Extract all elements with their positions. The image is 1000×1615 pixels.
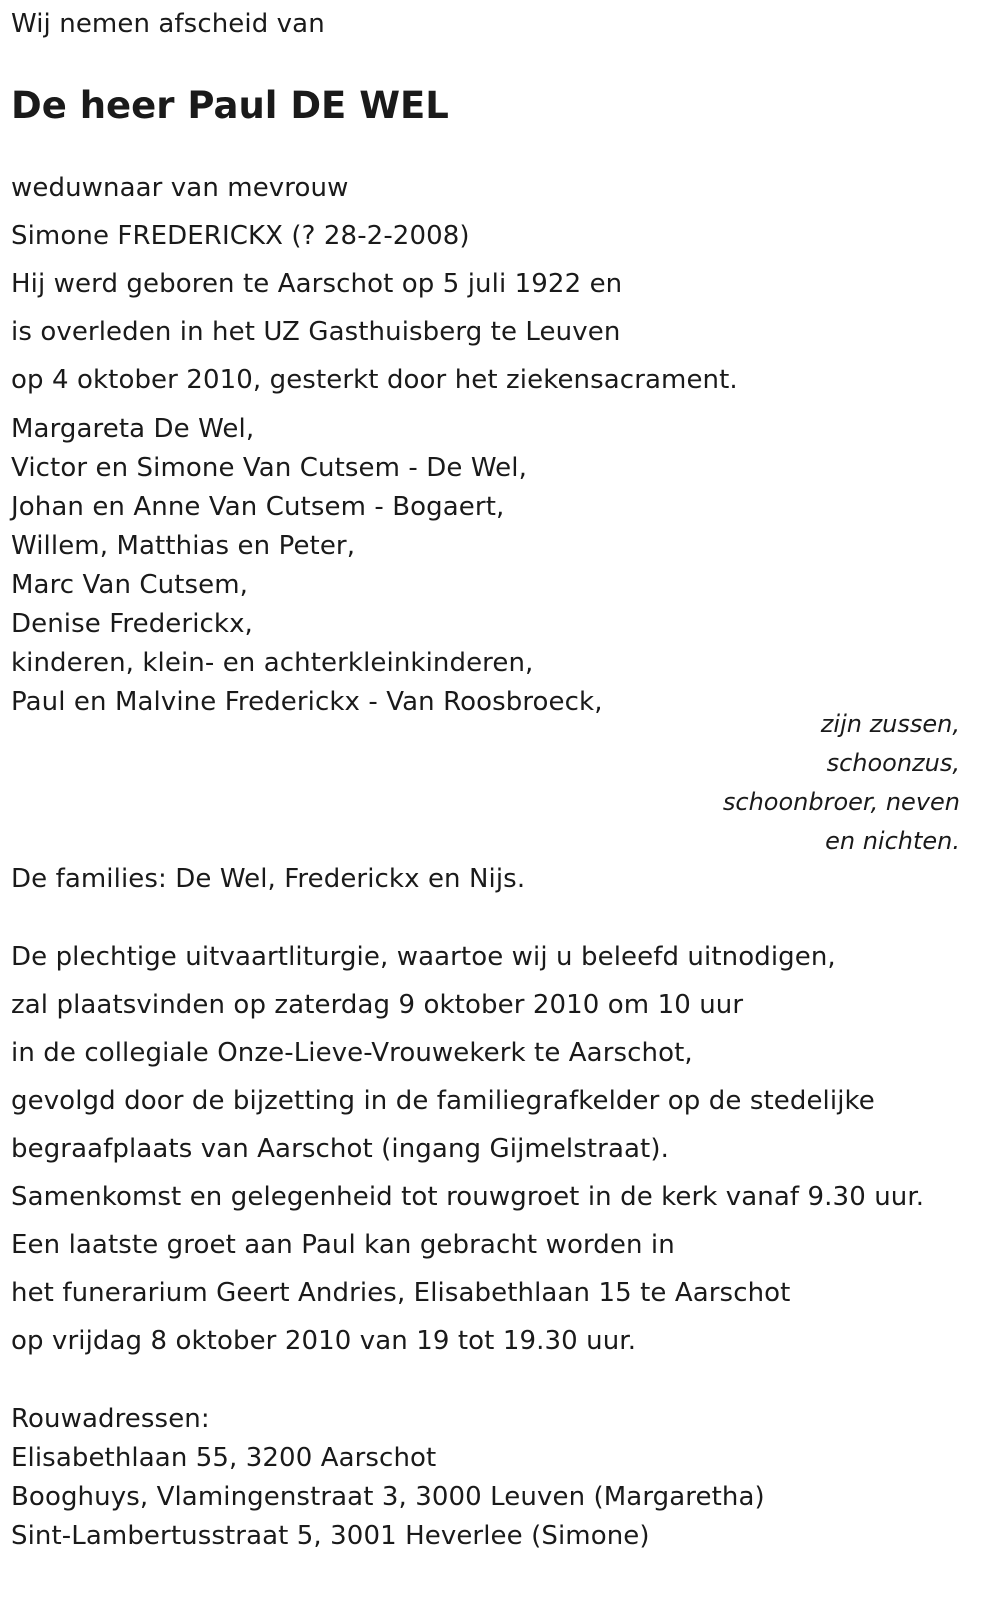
ceremony-line: Samenkomst en gelegenheid tot rouwgroet in de kerk vanaf 9.30 uur. xyxy=(11,1182,925,1212)
mourner-line: Denise Frederickx, xyxy=(11,609,253,639)
relation-line: en nichten. xyxy=(825,827,960,855)
addresses-label: Rouwadressen: xyxy=(11,1404,210,1434)
ceremony-line: Een laatste groet aan Paul kan gebracht worden in xyxy=(11,1230,675,1260)
mourner-line: Willem, Matthias en Peter, xyxy=(11,531,356,561)
life-line: op 4 oktober 2010, gesterkt door het ziekensacrament. xyxy=(11,365,738,395)
mourner-line: Margareta De Wel, xyxy=(11,414,255,444)
life-line: Hij werd geboren te Aarschot op 5 juli 1922 en xyxy=(11,269,623,299)
ceremony-line: het funerarium Geert Andries, Elisabethlaan 15 te Aarschot xyxy=(11,1278,791,1308)
mourner-line: Victor en Simone Van Cutsem - De Wel, xyxy=(11,453,527,483)
ceremony-line: De plechtige uitvaartliturgie, waartoe wij u beleefd uitnodigen, xyxy=(11,942,836,972)
spouse-line: weduwnaar van mevrouw xyxy=(11,173,349,203)
ceremony-line: op vrijdag 8 oktober 2010 van 19 tot 19.30 uur. xyxy=(11,1326,637,1356)
mourner-line: Paul en Malvine Frederickx - Van Roosbroeck, xyxy=(11,687,603,717)
intro-text: Wij nemen afscheid van xyxy=(11,9,325,39)
mourner-line: Johan en Anne Van Cutsem - Bogaert, xyxy=(11,492,505,522)
mourner-line: kinderen, klein- en achterkleinkinderen, xyxy=(11,648,534,678)
spouse-line: Simone FREDERICKX (? 28-2-2008) xyxy=(11,221,470,251)
address-line: Elisabethlaan 55, 3200 Aarschot xyxy=(11,1443,437,1473)
families-line: De families: De Wel, Frederickx en Nijs. xyxy=(11,864,526,894)
relation-line: schoonzus, xyxy=(826,749,960,777)
ceremony-line: begraafplaats van Aarschot (ingang Gijmelstraat). xyxy=(11,1134,669,1164)
deceased-name: De heer Paul DE WEL xyxy=(11,84,449,127)
ceremony-line: in de collegiale Onze-Lieve-Vrouwekerk te Aarschot, xyxy=(11,1038,693,1068)
relation-line: schoonbroer, neven xyxy=(722,788,960,816)
ceremony-line: gevolgd door de bijzetting in de familiegrafkelder op de stedelijke xyxy=(11,1086,875,1116)
mourner-line: Marc Van Cutsem, xyxy=(11,570,249,600)
address-line: Booghuys, Vlamingenstraat 3, 3000 Leuven (Margaretha) xyxy=(11,1482,765,1512)
ceremony-line: zal plaatsvinden op zaterdag 9 oktober 2010 om 10 uur xyxy=(11,990,744,1020)
address-line: Sint-Lambertusstraat 5, 3001 Heverlee (Simone) xyxy=(11,1521,650,1551)
life-line: is overleden in het UZ Gasthuisberg te Leuven xyxy=(11,317,621,347)
relation-line: zijn zussen, xyxy=(820,710,960,738)
